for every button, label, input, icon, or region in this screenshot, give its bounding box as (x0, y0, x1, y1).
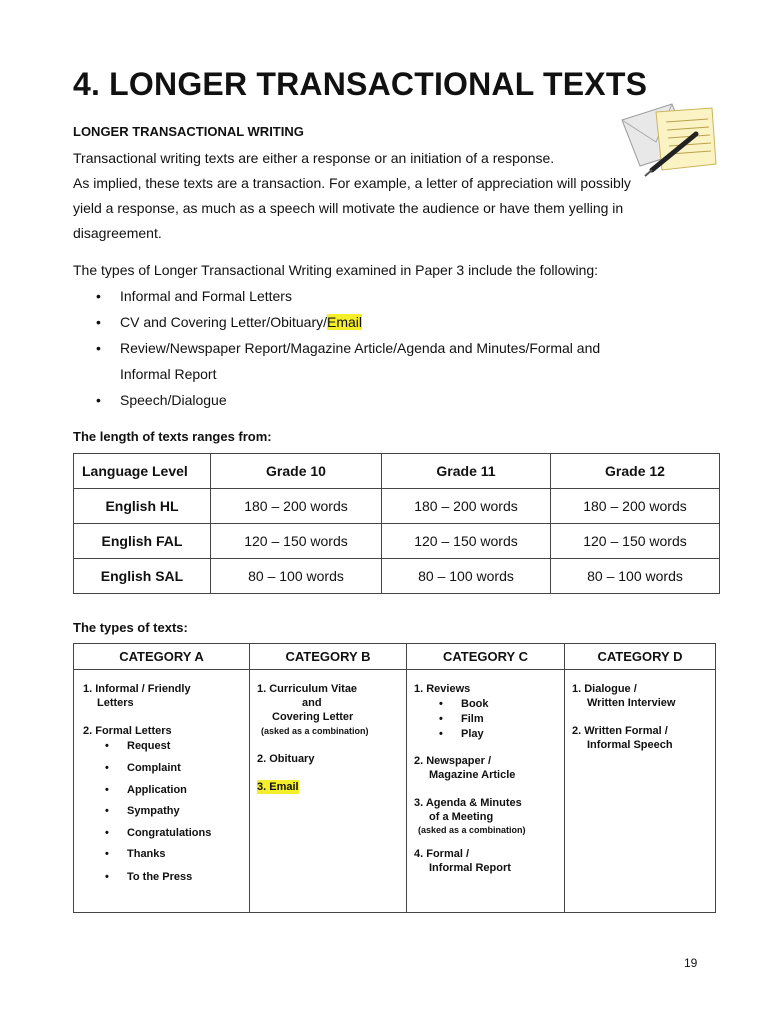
list-item: • Film (461, 712, 484, 726)
category-d-item-continued: Informal Speech (587, 739, 673, 751)
subheading: LONGER TRANSACTIONAL WRITING (73, 124, 304, 139)
table-cell: 80 – 100 words (382, 559, 551, 594)
intro-paragraph-1: Transactional writing texts are either a response or an initiation of a response. (73, 150, 555, 166)
types-list (94, 283, 694, 413)
list-item: • Congratulations (127, 826, 211, 840)
list-item (94, 283, 694, 309)
category-b-cell (250, 670, 407, 913)
header-category-b: CATEGORY B (250, 644, 407, 670)
combination-note: (asked as a combination) (261, 726, 369, 736)
list-item: • Thanks (127, 847, 166, 861)
category-a-cell (74, 670, 250, 913)
header-language-level: Language Level (74, 454, 211, 489)
table-row (74, 670, 716, 913)
list-item-text: Speech/Dialogue (120, 392, 227, 408)
table-cell: 80 – 100 words (551, 559, 720, 594)
category-d-item-continued: Written Interview (587, 697, 676, 709)
table-cell: 120 – 150 words (551, 524, 720, 559)
category-c-item-continued: of a Meeting (429, 811, 494, 823)
category-a-item-continued: Letters (97, 697, 134, 709)
category-c-item: 4. Formal / (414, 848, 470, 860)
category-b-item: 2. Obituary (257, 753, 315, 765)
intro-paragraph-2-line-2: yield a response, as much as a speech will motivate the audience or have them yelling in (73, 200, 624, 216)
header-category-a: CATEGORY A (74, 644, 250, 670)
category-d-item: 1. Dialogue / (572, 683, 637, 695)
table-cell: 180 – 200 words (382, 489, 551, 524)
category-b-item-continued: and (302, 697, 322, 709)
list-item-text: Review/Newspaper Report/Magazine Article/Agenda and Minutes/Formal and (120, 340, 601, 356)
intro-paragraph-2-line-1: As implied, these texts are a transaction. For example, a letter of appreciation will possibly (73, 175, 631, 191)
intro-paragraph-2-line-3: disagreement. (73, 225, 162, 241)
table-cell: 80 – 100 words (211, 559, 382, 594)
table-row (74, 489, 720, 524)
list-item: • Book (461, 697, 489, 711)
table-header-row (74, 454, 720, 489)
category-d-cell (565, 670, 716, 913)
list-item-text-continued: Informal Report (120, 366, 217, 382)
table-row (74, 524, 720, 559)
page-number: 19 (684, 956, 698, 970)
category-c-item: 3. Agenda & Minutes (414, 797, 522, 809)
types-intro: The types of Longer Transactional Writing examined in Paper 3 include the following: (73, 262, 599, 278)
list-item: • Sympathy (127, 804, 180, 818)
table-cell: English SAL (74, 559, 211, 594)
category-table (73, 643, 716, 913)
table-cell: 180 – 200 words (551, 489, 720, 524)
category-c-item-continued: Magazine Article (429, 769, 516, 781)
list-item-text: Informal and Formal Letters (120, 288, 292, 304)
table-cell: English HL (74, 489, 211, 524)
category-a-item: 2. Formal Letters (83, 725, 172, 737)
list-item: • Complaint (127, 761, 181, 775)
header-category-d: CATEGORY D (565, 644, 716, 670)
list-item: • To the Press (127, 870, 192, 884)
table-row (74, 559, 720, 594)
table-header-row (74, 644, 716, 670)
table-cell: 120 – 150 words (211, 524, 382, 559)
list-item (94, 387, 694, 413)
list-item: • Play (461, 727, 484, 741)
envelope-and-pen-icon (612, 98, 722, 178)
list-item (94, 335, 694, 387)
table-cell: English FAL (74, 524, 211, 559)
table-cell: 120 – 150 words (382, 524, 551, 559)
category-b-item-continued: Covering Letter (272, 711, 354, 723)
category-c-item: 1. Reviews (414, 683, 471, 695)
category-d-item: 2. Written Formal / (572, 725, 668, 737)
highlighted-email-text: Email (327, 314, 363, 330)
header-category-c: CATEGORY C (407, 644, 565, 670)
length-heading: The length of texts ranges from: (73, 429, 272, 444)
category-c-cell (407, 670, 565, 913)
list-item (94, 309, 694, 335)
category-b-item: 1. Curriculum Vitae (257, 683, 358, 695)
highlighted-email-item: 3. Email (257, 781, 299, 793)
header-grade-10: Grade 10 (211, 454, 382, 489)
list-item-text: CV and Covering Letter/Obituary/ (120, 314, 327, 330)
category-c-item: 2. Newspaper / (414, 755, 492, 767)
header-grade-12: Grade 12 (551, 454, 720, 489)
table-cell: 180 – 200 words (211, 489, 382, 524)
category-c-item-continued: Informal Report (429, 862, 511, 874)
types-heading: The types of texts: (73, 620, 188, 635)
page-title: 4. LONGER TRANSACTIONAL TEXTS (73, 66, 648, 102)
combination-note: (asked as a combination) (418, 825, 526, 835)
length-table (73, 453, 720, 594)
header-grade-11: Grade 11 (382, 454, 551, 489)
category-a-item: 1. Informal / Friendly (83, 683, 191, 695)
list-item: • Request (127, 739, 170, 753)
list-item: • Application (127, 783, 187, 797)
